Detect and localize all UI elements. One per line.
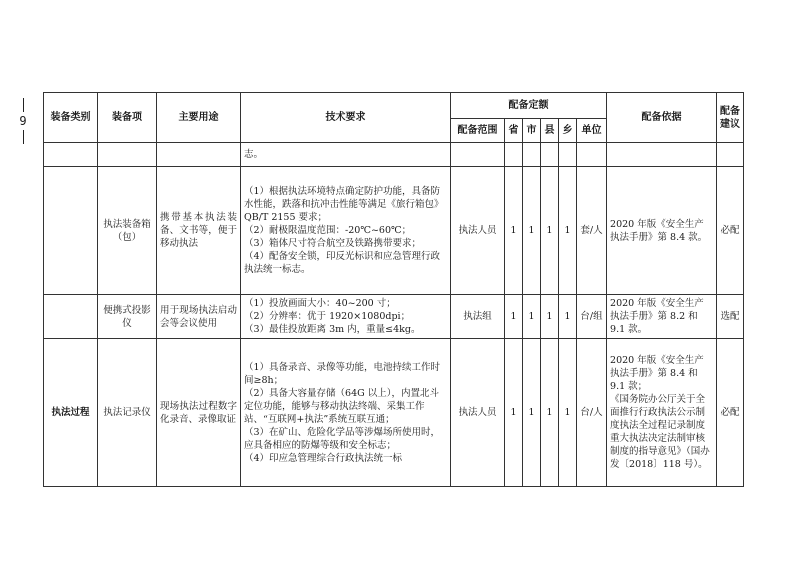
- cell-unit: 台/人: [577, 339, 607, 487]
- cell-unit: [577, 143, 607, 167]
- cell-tech: [241, 143, 451, 167]
- cell-suggest: [717, 143, 744, 167]
- cell-item: 便携式投影仪: [98, 295, 157, 339]
- cell-county: 1: [541, 167, 559, 295]
- cell-province: 1: [505, 295, 523, 339]
- basis-line: 2020 年版《安全生产执法手册》第 8.4 款。: [610, 218, 708, 243]
- table-row: [44, 295, 744, 339]
- header-scope: 配备范围: [451, 119, 505, 143]
- header-unit: 单位: [577, 119, 607, 143]
- cell-suggest: 必配: [717, 167, 744, 295]
- cell-province: 1: [505, 167, 523, 295]
- cell-tech: [241, 167, 451, 295]
- cell-basis: [607, 295, 717, 339]
- cell-category: 执法过程: [44, 339, 98, 487]
- basis-line: 2020 年版《安全生产执法手册》第 8.4 和 9.1 款；: [610, 355, 704, 392]
- cell-township: 1: [559, 339, 577, 487]
- tech-line: （4）配备安全锁，印反光标识和应急管理行政执法统一标志。: [244, 251, 441, 275]
- header-quota: 配备定额: [451, 93, 607, 119]
- cell-township: 1: [559, 167, 577, 295]
- cell-scope: 执法人员: [451, 167, 505, 295]
- cell-city: 1: [523, 295, 541, 339]
- cell-city: 1: [523, 339, 541, 487]
- cell-scope: 执法组: [451, 295, 505, 339]
- cell-category: [44, 143, 98, 167]
- header-item: 装备项: [98, 93, 157, 143]
- cell-basis: [607, 143, 717, 167]
- cell-province: [505, 143, 523, 167]
- cell-basis: [607, 167, 717, 295]
- cell-city: [523, 143, 541, 167]
- header-tech: 技术要求: [241, 93, 451, 143]
- header-category: 装备类别: [44, 93, 98, 143]
- cell-tech: [241, 339, 451, 487]
- cell-scope: [451, 143, 505, 167]
- cell-purpose: 携带基本执法装备、文书等，便于移动执法: [157, 167, 241, 295]
- tech-line: （1）根据执法环境特点确定防护功能，具备防水性能，跌落和抗冲击性能等满足《旅行箱包》QB/T 2155 要求；: [244, 186, 444, 223]
- basis-line: 2020 年版《安全生产执法手册》第 8.2 和 9.1 款。: [610, 298, 704, 335]
- table-row: [44, 143, 744, 167]
- header-county: 县: [541, 119, 559, 143]
- cell-suggest: 必配: [717, 339, 744, 487]
- cell-county: 1: [541, 295, 559, 339]
- cell-category: [44, 167, 98, 295]
- header-township: 乡: [559, 119, 577, 143]
- tech-line: （2）耐极限温度范围：-20℃~60℃；: [244, 225, 412, 236]
- cell-province: 1: [505, 339, 523, 487]
- cell-item: [98, 143, 157, 167]
- header-basis: 配备依据: [607, 93, 717, 143]
- cell-township: 1: [559, 295, 577, 339]
- cell-tech: [241, 295, 451, 339]
- page-number: [14, 96, 32, 146]
- table-row: [44, 339, 744, 487]
- cell-category: [44, 295, 98, 339]
- header-suggest: 配备建议: [717, 93, 744, 143]
- cell-county: 1: [541, 339, 559, 487]
- equipment-table: [43, 92, 744, 487]
- cell-city: 1: [523, 167, 541, 295]
- tech-line: （4）印应急管理综合行政执法统一标: [244, 452, 403, 464]
- cell-item: 执法装备箱（包）: [98, 167, 157, 295]
- cell-suggest: 选配: [717, 295, 744, 339]
- table-row: [44, 167, 744, 295]
- cell-purpose: 用于现场执法启动会等会议使用: [157, 295, 241, 339]
- tech-line: （2）具备大容量存储（64G 以上），内置北斗定位功能，能够与移动执法终端、采集工作站、“互联网+执法”系统互联互通；: [244, 387, 439, 425]
- cell-county: [541, 143, 559, 167]
- cell-basis: [607, 339, 717, 487]
- cell-township: [559, 143, 577, 167]
- tech-line: （1）具备录音、录像等功能，电池持续工作时间≥8h；: [244, 361, 441, 386]
- tech-line: （2）分辨率：优于 1920×1080dpi；: [244, 311, 411, 322]
- tech-line: （3）最佳投放距离 3m 内，重量≤4kg。: [244, 324, 421, 335]
- cell-purpose: [157, 143, 241, 167]
- page-number-dash-bottom: [23, 130, 24, 144]
- page-number-dash-top: [23, 98, 24, 112]
- cell-unit: 台/组: [577, 295, 607, 339]
- cell-purpose: 现场执法过程数字化录音、录像取证: [157, 339, 241, 487]
- tech-line: （3）在矿山、危险化学品等涉爆场所使用时，应具备相应的防爆等级和安全标志；: [244, 426, 441, 451]
- basis-line: 《国务院办公厅关于全面推行行政执法公示制度执法全过程记录制度重大执法决定法制审核制度的指导意见》（国办发〔2018〕118 号）。: [610, 394, 710, 470]
- header-city: 市: [523, 119, 541, 143]
- tech-line: （1）投放画面大小：40~200 寸；: [244, 298, 396, 309]
- header-purpose: 主要用途: [157, 93, 241, 143]
- tech-line: 志。: [244, 149, 264, 160]
- tech-line: （3）箱体尺寸符合航空及铁路携带要求；: [244, 238, 422, 249]
- header-province: 省: [505, 119, 523, 143]
- cell-unit: 套/人: [577, 167, 607, 295]
- page-number-value: 9: [19, 114, 27, 128]
- cell-scope: 执法人员: [451, 339, 505, 487]
- cell-item: 执法记录仪: [98, 339, 157, 487]
